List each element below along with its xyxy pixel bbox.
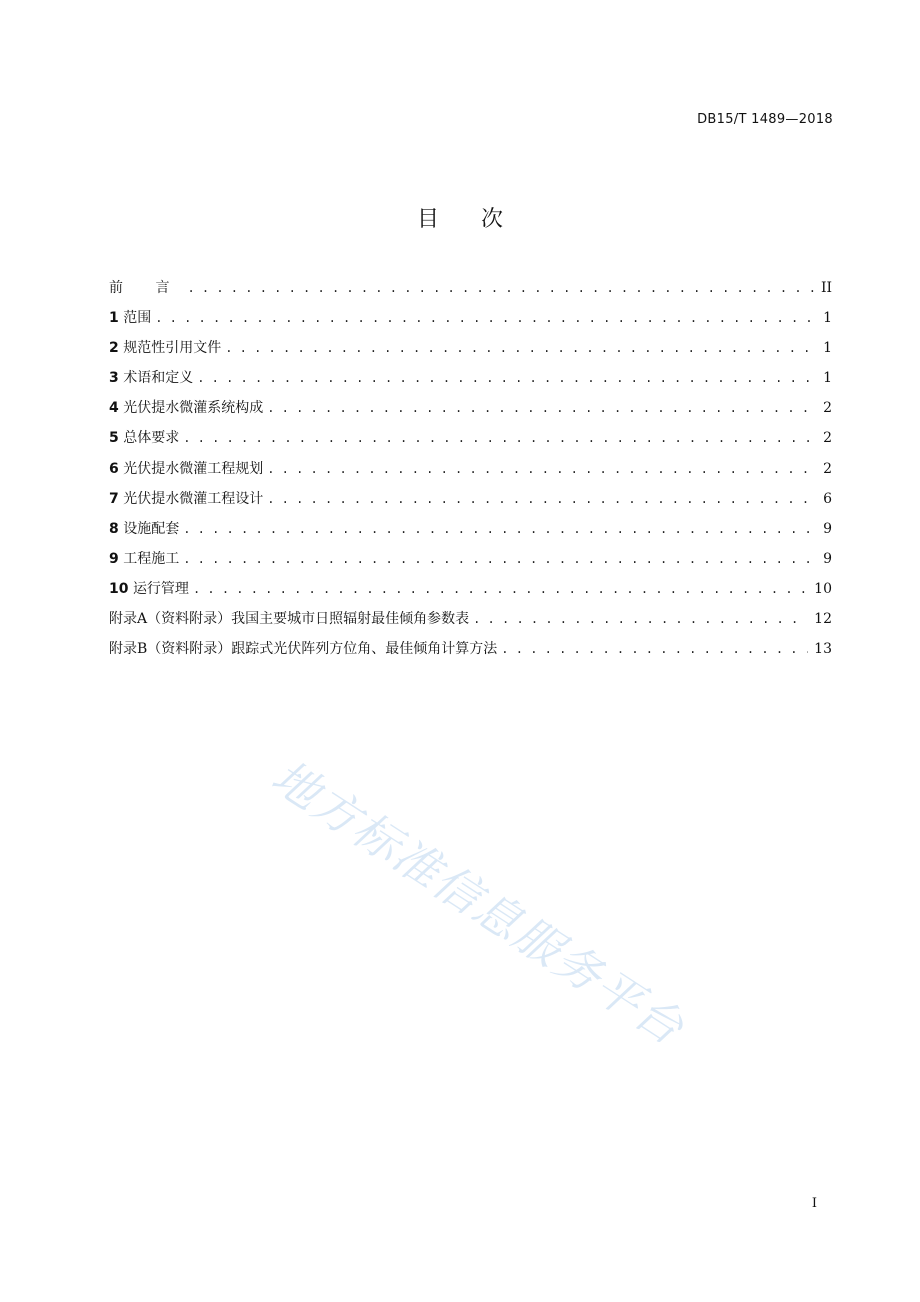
toc-dot-leader [197, 367, 816, 389]
toc-entry-8[interactable] [109, 518, 832, 548]
toc-entry-label: 2 规范性引用文件 [109, 340, 222, 357]
toc-entry-foreword[interactable] [109, 277, 832, 307]
watermark: 地方标准信息服务平台 [262, 749, 695, 1056]
toc-dot-leader [183, 518, 816, 540]
document-code: DB15/T 1489—2018 [697, 112, 833, 127]
toc-entry-label: 10 运行管理 [109, 580, 189, 597]
toc-entry-7[interactable] [109, 488, 832, 518]
toc-dot-leader [187, 277, 814, 299]
toc-entry-label: 3 术语和定义 [109, 370, 194, 387]
toc-page-number: 2 [823, 400, 832, 417]
toc-entry-label: 9 工程施工 [109, 550, 180, 567]
toc-entry-label: 附录A（资料附录）我国主要城市日照辐射最佳倾角参数表 [109, 611, 470, 628]
toc-dot-leader [267, 397, 816, 419]
toc-entry-label: 4 光伏提水微灌系统构成 [109, 400, 264, 417]
toc-dot-leader [473, 608, 808, 630]
toc-page-number: 1 [823, 370, 832, 387]
page-title: 目次 [416, 207, 545, 232]
toc-entry-label: 附录B（资料附录）跟踪式光伏阵列方位角、最佳倾角计算方法 [109, 641, 498, 658]
page-number: I [811, 1196, 817, 1211]
toc-entry-label: 7 光伏提水微灌工程设计 [109, 490, 264, 507]
table-of-contents [109, 277, 832, 668]
toc-entry-3[interactable] [109, 367, 832, 397]
toc-entry-10[interactable] [109, 578, 832, 608]
toc-entry-appendix-a[interactable] [109, 608, 832, 638]
toc-page-number: 2 [823, 430, 832, 447]
toc-page-number: 1 [823, 340, 832, 357]
toc-entry-4[interactable] [109, 397, 832, 427]
toc-entry-9[interactable] [109, 548, 832, 578]
toc-dot-leader [183, 548, 816, 570]
toc-page-number: 10 [814, 580, 832, 597]
toc-dot-leader [501, 638, 808, 660]
toc-page-number: 2 [823, 460, 832, 477]
toc-page-number: 9 [823, 520, 832, 537]
toc-entry-label: 1 范围 [109, 310, 152, 327]
toc-dot-leader [267, 458, 816, 480]
toc-entry-label: 8 设施配套 [109, 520, 180, 537]
toc-entry-label: 5 总体要求 [109, 430, 180, 447]
toc-page-number: 6 [823, 490, 832, 507]
toc-entry-appendix-b[interactable] [109, 638, 832, 668]
toc-dot-leader [155, 307, 816, 329]
toc-page-number: 9 [823, 550, 832, 567]
toc-dot-leader [193, 578, 808, 600]
toc-entry-label: 前 言 [109, 280, 184, 296]
toc-dot-leader [183, 427, 816, 449]
toc-entry-5[interactable] [109, 427, 832, 457]
toc-page-number: 13 [814, 641, 832, 658]
toc-entry-2[interactable] [109, 337, 832, 367]
toc-entry-label: 6 光伏提水微灌工程规划 [109, 460, 264, 477]
toc-page-number: 12 [814, 611, 832, 628]
toc-entry-1[interactable] [109, 307, 832, 337]
toc-dot-leader [267, 488, 816, 510]
toc-page-number: 1 [823, 310, 832, 327]
toc-entry-6[interactable] [109, 458, 832, 488]
toc-dot-leader [225, 337, 816, 359]
toc-page-number: II [820, 280, 832, 296]
